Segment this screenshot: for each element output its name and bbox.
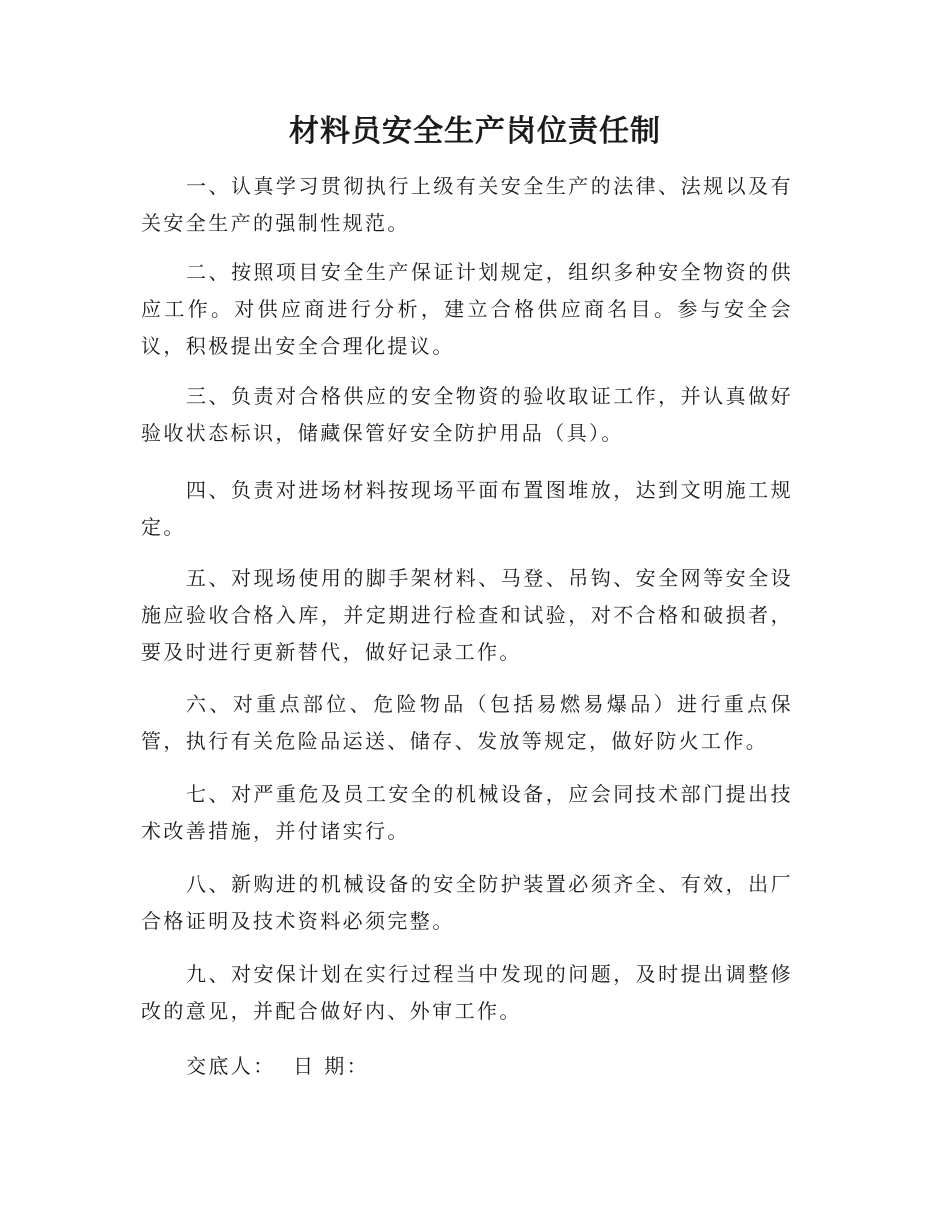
- clause-9: 九、对安保计划在实行过程当中发现的问题，及时提出调整修改的意见，并配合做好内、外审工作。: [141, 962, 793, 1023]
- clause-2: 二、按照项目安全生产保证计划规定，组织多种安全物资的供应工作。对供应商进行分析，建立合格供应商名目。参与安全会议，积极提出安全合理化提议。: [141, 260, 793, 358]
- clause-1: 一、认真学习贯彻执行上级有关安全生产的法律、法规以及有关安全生产的强制性规范。: [141, 174, 793, 235]
- clause-5: 五、对现场使用的脚手架材料、马登、吊钩、安全网等安全设施应验收合格入库，并定期进行检查和试验，对不合格和破损者，要及时进行更新替代，做好记录工作。: [141, 566, 793, 664]
- document-title: 材料员安全生产岗位责任制: [289, 114, 661, 149]
- clause-7: 七、对严重危及员工安全的机械设备，应会同技术部门提出技术改善措施，并付诸实行。: [141, 782, 793, 843]
- clause-3: 三、负责对合格供应的安全物资的验收取证工作，并认真做好验收状态标识，储藏保管好安全防护用品（具）。: [141, 384, 793, 445]
- clause-8: 八、新购进的机械设备的安全防护装置必须齐全、有效，出厂合格证明及技术资料必须完整。: [141, 872, 793, 933]
- clause-6: 六、对重点部位、危险物品（包括易燃易爆品）进行重点保管，执行有关危险品运送、储存、发放等规定，做好防火工作。: [141, 692, 793, 753]
- signature-line: 交底人： 日 期：: [186, 1054, 370, 1078]
- clause-4: 四、负责对进场材料按现场平面布置图堆放，达到文明施工规定。: [141, 478, 793, 539]
